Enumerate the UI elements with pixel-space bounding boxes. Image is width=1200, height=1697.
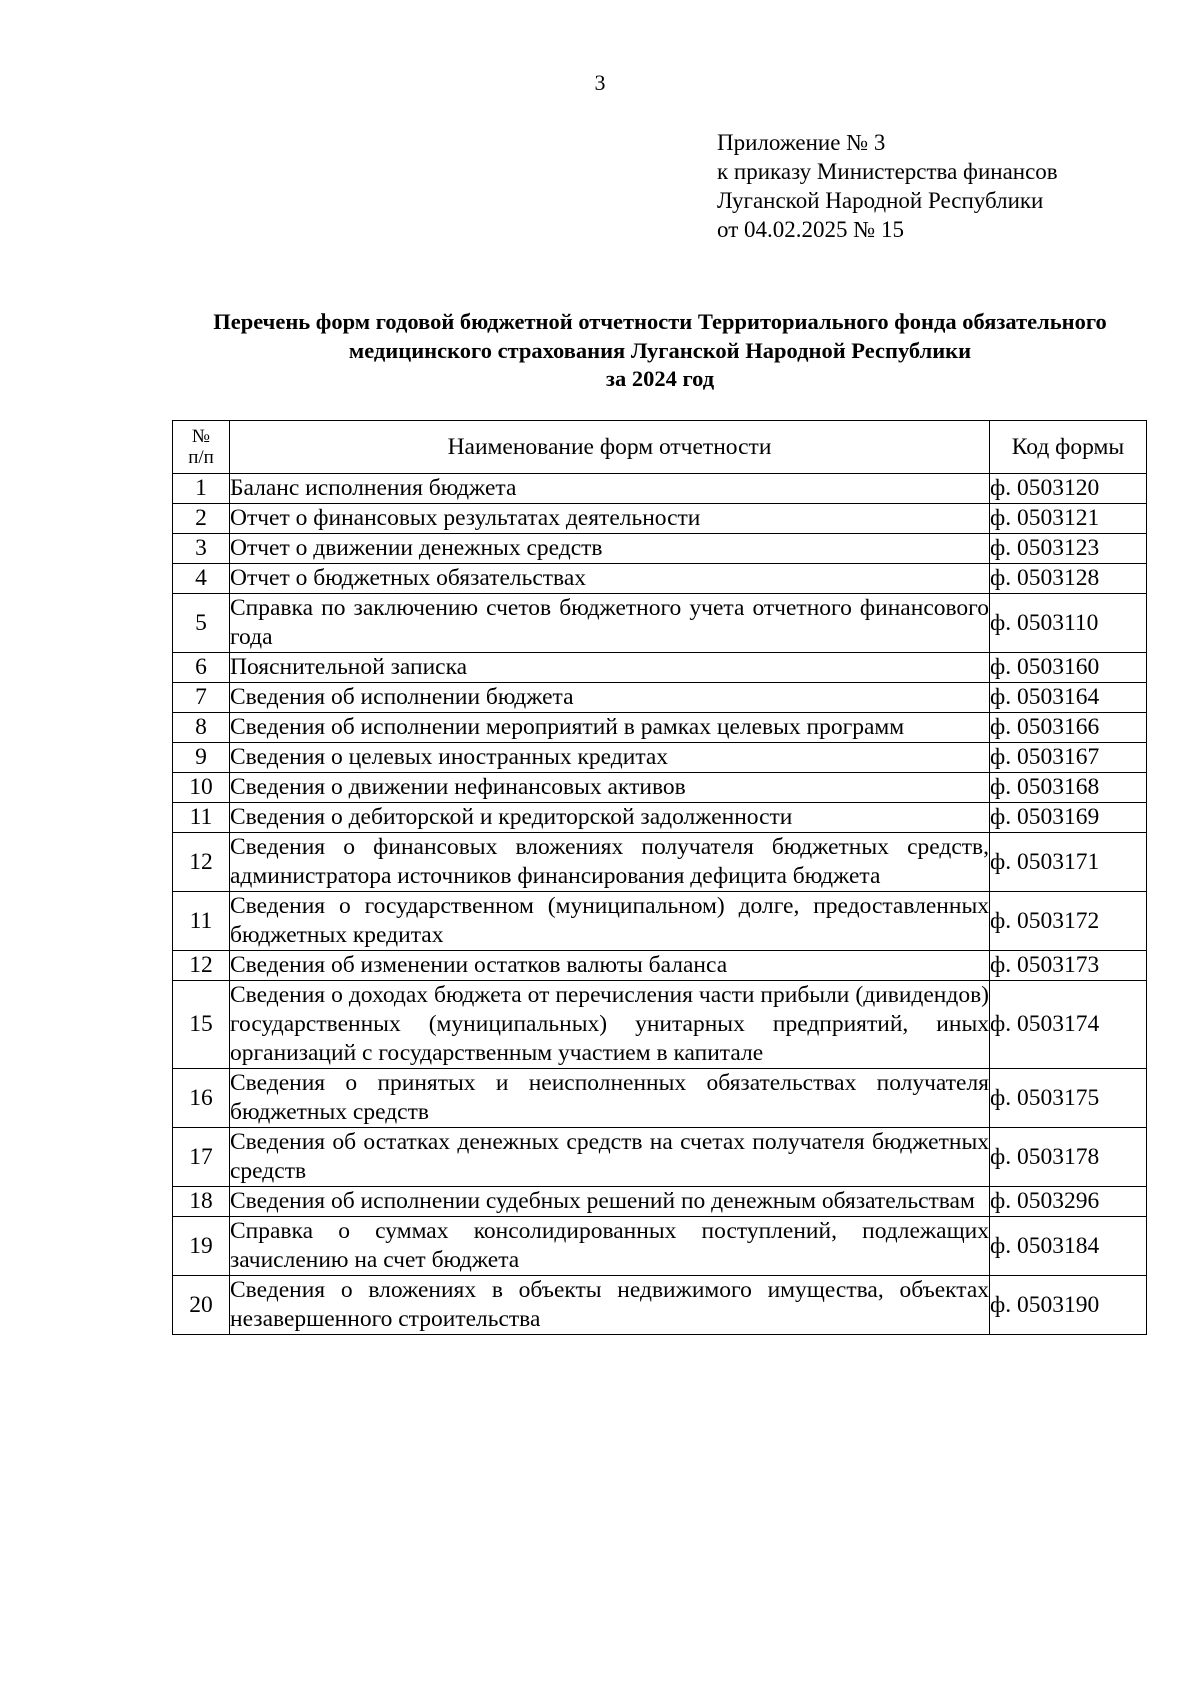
row-form-code: ф. 0503110	[990, 594, 1147, 653]
table-row	[173, 683, 1147, 713]
row-number: 8	[173, 713, 230, 743]
row-form-code: ф. 0503121	[990, 504, 1147, 534]
table-row	[173, 534, 1147, 564]
row-number: 18	[173, 1187, 230, 1217]
row-form-name: Сведения об исполнении бюджета	[230, 683, 990, 713]
row-form-code: ф. 0503120	[990, 474, 1147, 504]
table-row	[173, 743, 1147, 773]
row-form-name: Сведения о финансовых вложениях получателя бюджетных средств, администратора источников финансирования дефицита бюджета	[230, 833, 990, 892]
row-form-code: ф. 0503128	[990, 564, 1147, 594]
table-row	[173, 594, 1147, 653]
row-form-name: Баланс исполнения бюджета	[230, 474, 990, 504]
row-number: 3	[173, 534, 230, 564]
table-row	[173, 504, 1147, 534]
table-row	[173, 1217, 1147, 1276]
appendix-line: к приказу Министерства финансов	[717, 159, 1058, 184]
row-form-name: Сведения о вложениях в объекты недвижимого имущества, объектах незавершенного строительства	[230, 1276, 990, 1335]
table-row	[173, 833, 1147, 892]
row-form-name: Сведения о принятых и неисполненных обязательствах получателя бюджетных средств	[230, 1069, 990, 1128]
row-number: 12	[173, 833, 230, 892]
appendix-line: Луганской Народной Республики	[717, 188, 1044, 213]
row-number: 12	[173, 951, 230, 981]
row-number: 6	[173, 653, 230, 683]
row-form-code: ф. 0503166	[990, 713, 1147, 743]
row-number: 17	[173, 1128, 230, 1187]
row-form-name: Сведения о доходах бюджета от перечисления части прибыли (дивидендов) государственных (муниципальных) унитарных предприятий, иных организаций с государственным участием в капитале	[230, 981, 990, 1069]
row-form-name: Сведения о государственном (муниципальном) долге, предоставленных бюджетных кредитах	[230, 892, 990, 951]
table-row	[173, 892, 1147, 951]
table-row	[173, 1187, 1147, 1217]
row-number: 11	[173, 803, 230, 833]
table-row	[173, 1128, 1147, 1187]
row-form-name: Сведения об исполнении судебных решений по денежным обязательствам	[230, 1187, 990, 1217]
row-form-name: Сведения об изменении остатков валюты баланса	[230, 951, 990, 981]
row-number: 1	[173, 474, 230, 504]
row-form-name: Сведения о дебиторской и кредиторской задолженности	[230, 803, 990, 833]
row-form-name: Отчет о бюджетных обязательствах	[230, 564, 990, 594]
table-header-row	[173, 421, 1147, 474]
row-form-name: Отчет о финансовых результатах деятельности	[230, 504, 990, 534]
row-number: 19	[173, 1217, 230, 1276]
row-form-name: Сведения о движении нефинансовых активов	[230, 773, 990, 803]
row-number: 9	[173, 743, 230, 773]
row-form-code: ф. 0503175	[990, 1069, 1147, 1128]
table-row	[173, 773, 1147, 803]
table-row	[173, 653, 1147, 683]
header-number-label: п/п	[188, 447, 214, 468]
row-form-code: ф. 0503178	[990, 1128, 1147, 1187]
page-number: 3	[594, 70, 606, 95]
row-number: 15	[173, 981, 230, 1069]
row-number: 4	[173, 564, 230, 594]
row-form-name: Сведения о целевых иностранных кредитах	[230, 743, 990, 773]
row-number: 20	[173, 1276, 230, 1335]
row-form-code: ф. 0503168	[990, 773, 1147, 803]
row-form-name: Пояснительной записка	[230, 653, 990, 683]
row-number: 2	[173, 504, 230, 534]
row-form-code: ф. 0503172	[990, 892, 1147, 951]
header-number-symbol: №	[191, 426, 211, 447]
row-number: 10	[173, 773, 230, 803]
table-body	[173, 474, 1147, 1335]
row-form-code: ф. 0503184	[990, 1217, 1147, 1276]
row-form-code: ф. 0503169	[990, 803, 1147, 833]
row-form-name: Сведения об остатках денежных средств на счетах получателя бюджетных средств	[230, 1128, 990, 1187]
header-code: Код формы	[990, 421, 1147, 474]
row-form-code: ф. 0503164	[990, 683, 1147, 713]
row-form-code: ф. 0503173	[990, 951, 1147, 981]
table-row	[173, 713, 1147, 743]
document-title	[170, 308, 1150, 394]
table-row	[173, 1069, 1147, 1128]
appendix-line: Приложение № 3	[717, 130, 886, 155]
row-form-code: ф. 0503174	[990, 981, 1147, 1069]
row-form-code: ф. 0503190	[990, 1276, 1147, 1335]
row-form-name: Сведения об исполнении мероприятий в рамках целевых программ	[230, 713, 990, 743]
row-form-code: ф. 0503296	[990, 1187, 1147, 1217]
title-line: медицинского страхования Луганской Народной Республики	[348, 337, 972, 363]
appendix-block	[717, 128, 1058, 244]
row-number: 5	[173, 594, 230, 653]
forms-table	[172, 420, 1147, 1335]
title-line: за 2024 год	[605, 366, 715, 391]
header-name: Наименование форм отчетности	[230, 421, 990, 474]
row-form-name: Справка о суммах консолидированных поступлений, подлежащих зачислению на счет бюджета	[230, 1217, 990, 1276]
table-row	[173, 1276, 1147, 1335]
row-form-code: ф. 0503171	[990, 833, 1147, 892]
title-line: Перечень форм годовой бюджетной отчетности Территориального фонда обязательного	[213, 309, 1107, 334]
row-number: 11	[173, 892, 230, 951]
header-number	[173, 421, 230, 474]
row-form-name: Справка по заключению счетов бюджетного учета отчетного финансового года	[230, 594, 990, 653]
row-number: 16	[173, 1069, 230, 1128]
table-row	[173, 951, 1147, 981]
table-row	[173, 474, 1147, 504]
row-number: 7	[173, 683, 230, 713]
table-row	[173, 981, 1147, 1069]
appendix-line: от 04.02.2025 № 15	[717, 217, 904, 242]
row-form-name: Отчет о движении денежных средств	[230, 534, 990, 564]
row-form-code: ф. 0503123	[990, 534, 1147, 564]
row-form-code: ф. 0503160	[990, 653, 1147, 683]
table-row	[173, 803, 1147, 833]
table-row	[173, 564, 1147, 594]
row-form-code: ф. 0503167	[990, 743, 1147, 773]
